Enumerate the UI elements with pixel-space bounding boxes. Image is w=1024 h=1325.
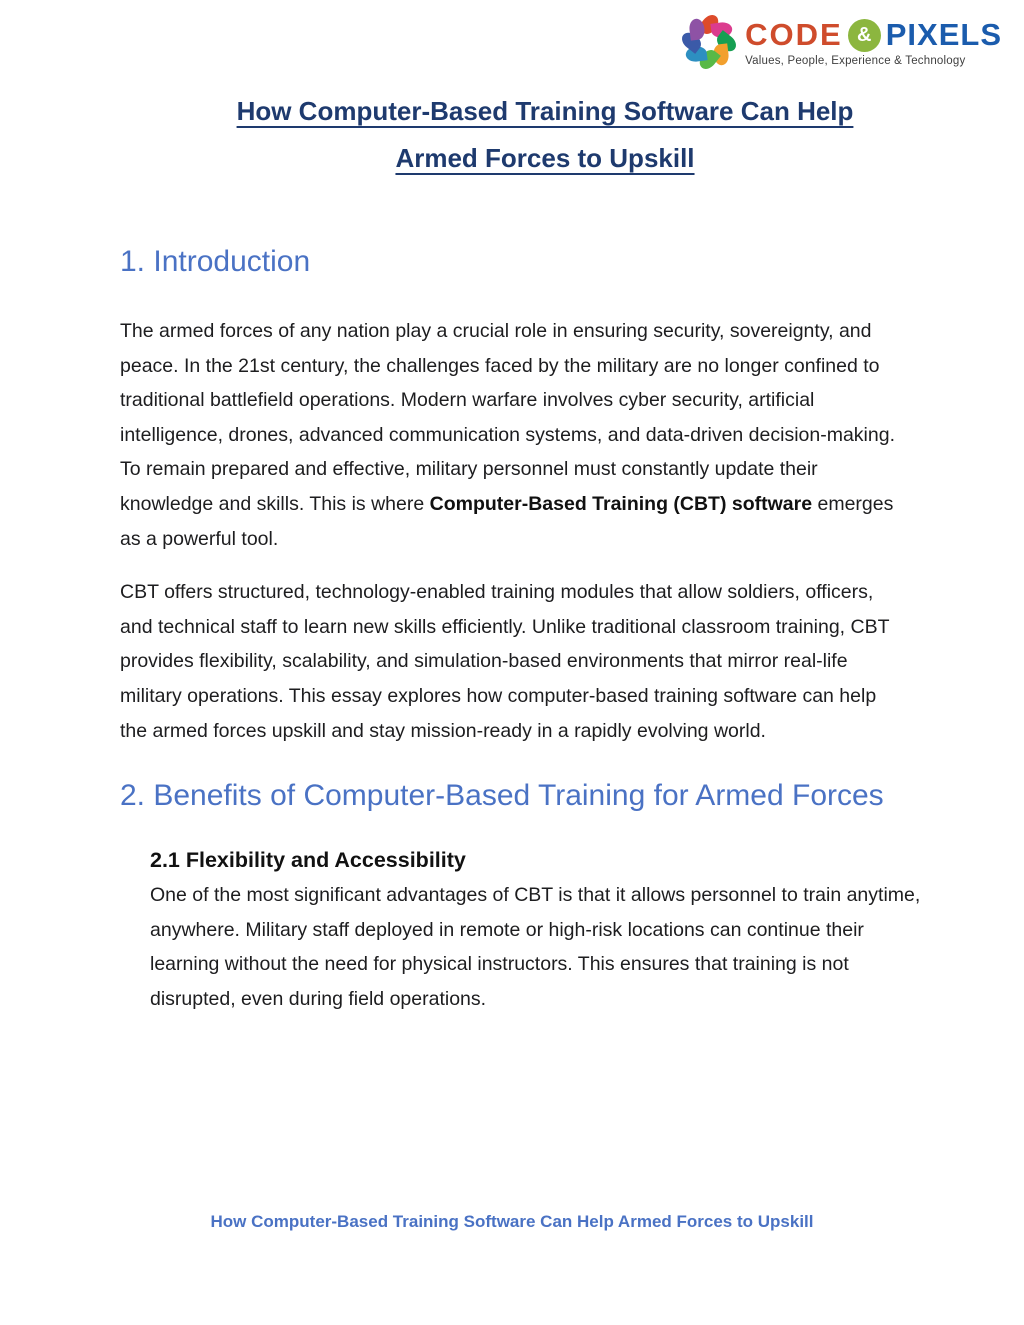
- document-title-line-1: How Computer-Based Training Software Can Help: [236, 96, 854, 126]
- document-title: [0, 88, 1024, 182]
- header-logo-row: [0, 0, 1024, 72]
- code-pixels-logo: [681, 14, 1002, 70]
- subsection-2-1-paragraph: One of the most significant advantages of CBT is that it allows personnel to train anytime, anywhere. Military staff deployed in remote or high-risk locations can continue their learning without the need for physical instructors. This ensures that training is not disrupted, even during field operations.: [150, 884, 921, 1010]
- intro-paragraph-2: CBT offers structured, technology-enabled training modules that allow soldiers, officers, and technical staff to learn new skills efficiently. Unlike traditional classroom training, CBT provides flexibility, scalability, and simulation-based environments that mirror real-life military operations. This essay explores how computer-based training software can help the armed forces upskill and stay mission-ready in a rapidly evolving world.: [120, 581, 890, 742]
- logo-text: [745, 17, 1002, 67]
- footer-title: How Computer-Based Training Software Can Help Armed Forces to Upskill: [210, 1212, 814, 1231]
- intro-paragraph-1: [120, 314, 906, 556]
- intro-paragraph-1-tail: emerges as a powerful tool.: [120, 492, 894, 550]
- page-footer: [0, 1212, 1024, 1232]
- cbt-software-bold-phrase: Computer-Based Training (CBT) software: [429, 492, 813, 515]
- logo-word-code: CODE: [745, 17, 843, 52]
- document-title-line-2: Armed Forces to Upskill: [395, 143, 695, 173]
- logo-tagline: Values, People, Experience & Technology: [745, 55, 966, 67]
- ampersand-badge-icon: [848, 19, 881, 52]
- ampersand-glyph: &: [857, 23, 872, 46]
- logo-word-pixels: PIXELS: [885, 17, 1002, 52]
- pinwheel-icon: [681, 14, 737, 70]
- section-1-heading: 1. Introduction: [120, 245, 311, 278]
- intro-paragraph-1-text: The armed forces of any nation play a crucial role in ensuring security, sovereignty, and peace. In the 21st century, the challenges faced by the military are no longer confined to traditional battlefield operations. Modern warfare involves cyber security, artificial intelligence, drones, advanced communication systems, and data-driven decision-making. To remain prepared and effective, military personnel must constantly update their knowledge and skills. This is where: [120, 320, 895, 515]
- subsection-2-1-heading: 2.1 Flexibility and Accessibility: [150, 848, 466, 873]
- subsection-2-1: [150, 848, 934, 1016]
- section-2-heading: 2. Benefits of Computer-Based Training for Armed Forces: [120, 779, 884, 813]
- document-body: [0, 236, 1024, 1017]
